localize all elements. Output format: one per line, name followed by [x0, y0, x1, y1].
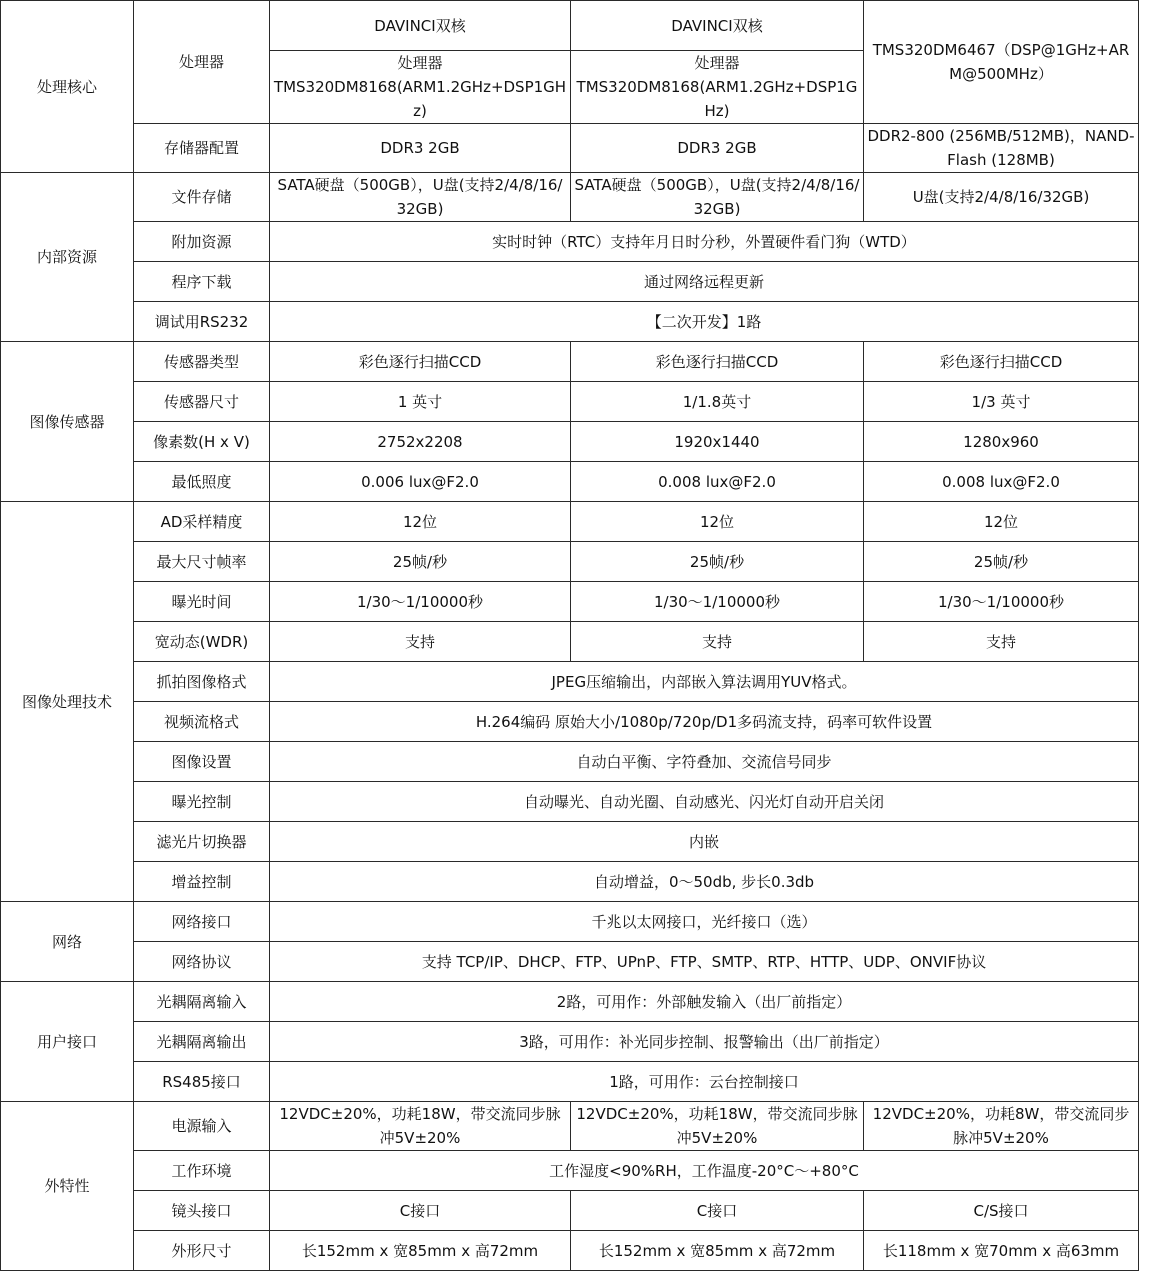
- wdr-a: 支持: [270, 622, 571, 662]
- label-exposure-control: 曝光控制: [134, 782, 270, 822]
- label-environment: 工作环境: [134, 1151, 270, 1191]
- table-row: [1, 342, 1139, 382]
- pixels-a: 2752x2208: [270, 422, 571, 462]
- file-storage-a: SATA硬盘（500GB），U盘(支持2/4/8/16/32GB): [270, 173, 571, 222]
- label-debug-rs232: 调试用RS232: [134, 302, 270, 342]
- label-capture-format: 抓拍图像格式: [134, 662, 270, 702]
- wdr-c: 支持: [864, 622, 1139, 662]
- table-row: [1, 124, 1139, 173]
- ad-c: 12位: [864, 502, 1139, 542]
- category-user-interface: 用户接口: [1, 982, 134, 1102]
- label-opto-output: 光耦隔离输出: [134, 1022, 270, 1062]
- gain-control-value: 自动增益，0～50db, 步长0.3db: [270, 862, 1139, 902]
- label-file-storage: 文件存储: [134, 173, 270, 222]
- processor-b-title: 处理器: [694, 54, 740, 72]
- illumination-b: 0.008 lux@F2.0: [571, 462, 864, 502]
- fps-b: 25帧/秒: [571, 542, 864, 582]
- debug-rs232-value: 【二次开发】1路: [270, 302, 1139, 342]
- category-image-processing: 图像处理技术: [1, 502, 134, 902]
- file-storage-b: SATA硬盘（500GB），U盘(支持2/4/8/16/32GB): [571, 173, 864, 222]
- fps-c: 25帧/秒: [864, 542, 1139, 582]
- processor-b: [571, 51, 864, 124]
- lens-c: C/S接口: [864, 1191, 1139, 1231]
- table-row: [1, 702, 1139, 742]
- table-row: [1, 382, 1139, 422]
- label-min-illumination: 最低照度: [134, 462, 270, 502]
- table-row: [1, 862, 1139, 902]
- lens-a: C接口: [270, 1191, 571, 1231]
- table-row: [1, 1022, 1139, 1062]
- processor-c: TMS320DM6467（DSP@1GHz+ARM@500MHz）: [864, 1, 1139, 124]
- processor-a: [270, 51, 571, 124]
- label-sensor-size: 传感器尺寸: [134, 382, 270, 422]
- dimensions-a: 长152mm x 宽85mm x 高72mm: [270, 1231, 571, 1271]
- label-network-interface: 网络接口: [134, 902, 270, 942]
- table-row: [1, 582, 1139, 622]
- table-row: [1, 1062, 1139, 1102]
- processor-a-title: 处理器: [397, 54, 443, 72]
- rs485-value: 1路，可用作：云台控制接口: [270, 1062, 1139, 1102]
- sensor-type-c: 彩色逐行扫描CCD: [864, 342, 1139, 382]
- memory-b: DDR3 2GB: [571, 124, 864, 173]
- table-row: [1, 622, 1139, 662]
- label-video-stream: 视频流格式: [134, 702, 270, 742]
- label-processor: 处理器: [134, 1, 270, 124]
- illumination-c: 0.008 lux@F2.0: [864, 462, 1139, 502]
- label-opto-input: 光耦隔离输入: [134, 982, 270, 1022]
- memory-c: DDR2-800 (256MB/512MB)，NAND-Flash (128MB): [864, 124, 1139, 173]
- exposure-b: 1/30～1/10000秒: [571, 582, 864, 622]
- category-network: 网络: [1, 902, 134, 982]
- label-exposure-time: 曝光时间: [134, 582, 270, 622]
- wdr-b: 支持: [571, 622, 864, 662]
- table-row: [1, 173, 1139, 222]
- label-dimensions: 外形尺寸: [134, 1231, 270, 1271]
- label-filter-switch: 滤光片切换器: [134, 822, 270, 862]
- label-network-protocol: 网络协议: [134, 942, 270, 982]
- model-a: DAVINCI双核: [270, 1, 571, 51]
- file-storage-c: U盘(支持2/4/8/16/32GB): [864, 173, 1139, 222]
- processor-a-value: TMS320DM8168(ARM1.2GHz+DSP1GHz): [273, 78, 567, 120]
- lens-b: C接口: [571, 1191, 864, 1231]
- environment-value: 工作湿度<90%RH，工作温度-20°C～+80°C: [270, 1151, 1139, 1191]
- label-sensor-type: 传感器类型: [134, 342, 270, 382]
- table-row: [1, 982, 1139, 1022]
- memory-a: DDR3 2GB: [270, 124, 571, 173]
- table-row: [1, 1191, 1139, 1231]
- table-row: [1, 822, 1139, 862]
- label-lens-mount: 镜头接口: [134, 1191, 270, 1231]
- processor-b-value: TMS320DM8168(ARM1.2GHz+DSP1GHz): [576, 78, 858, 120]
- program-download-value: 通过网络远程更新: [270, 262, 1139, 302]
- power-c: 12VDC±20%，功耗8W，带交流同步脉冲5V±20%: [864, 1102, 1139, 1151]
- extra-resources-value: 实时时钟（RTC）支持年月日时分秒，外置硬件看门狗（WTD）: [270, 222, 1139, 262]
- fps-a: 25帧/秒: [270, 542, 571, 582]
- model-b: DAVINCI双核: [571, 1, 864, 51]
- exposure-c: 1/30～1/10000秒: [864, 582, 1139, 622]
- table-row: [1, 1231, 1139, 1271]
- dimensions-b: 长152mm x 宽85mm x 高72mm: [571, 1231, 864, 1271]
- sensor-type-a: 彩色逐行扫描CCD: [270, 342, 571, 382]
- table-row: [1, 742, 1139, 782]
- label-ad-precision: AD采样精度: [134, 502, 270, 542]
- table-row: [1, 1, 1139, 51]
- power-b: 12VDC±20%，功耗18W，带交流同步脉冲5V±20%: [571, 1102, 864, 1151]
- table-row: [1, 462, 1139, 502]
- ad-a: 12位: [270, 502, 571, 542]
- exposure-a: 1/30～1/10000秒: [270, 582, 571, 622]
- table-row: [1, 1102, 1139, 1151]
- sensor-size-b: 1/1.8英寸: [571, 382, 864, 422]
- network-interface-value: 千兆以太网接口，光纤接口（选）: [270, 902, 1139, 942]
- label-power-input: 电源输入: [134, 1102, 270, 1151]
- table-row: [1, 542, 1139, 582]
- table-row: [1, 902, 1139, 942]
- filter-switch-value: 内嵌: [270, 822, 1139, 862]
- sensor-type-b: 彩色逐行扫描CCD: [571, 342, 864, 382]
- exposure-control-value: 自动曝光、自动光圈、自动感光、闪光灯自动开启关闭: [270, 782, 1139, 822]
- table-row: [1, 662, 1139, 702]
- sensor-size-c: 1/3 英寸: [864, 382, 1139, 422]
- table-row: [1, 222, 1139, 262]
- network-protocol-value: 支持 TCP/IP、DHCP、FTP、UPnP、FTP、SMTP、RTP、HTTP、UDP、ONVIF协议: [270, 942, 1139, 982]
- label-image-settings: 图像设置: [134, 742, 270, 782]
- table-row: [1, 262, 1139, 302]
- label-wdr: 宽动态(WDR): [134, 622, 270, 662]
- label-extra-resources: 附加资源: [134, 222, 270, 262]
- label-pixels: 像素数(H x V): [134, 422, 270, 462]
- label-memory: 存储器配置: [134, 124, 270, 173]
- pixels-b: 1920x1440: [571, 422, 864, 462]
- illumination-a: 0.006 lux@F2.0: [270, 462, 571, 502]
- category-internal-resources: 内部资源: [1, 173, 134, 342]
- table-row: [1, 1151, 1139, 1191]
- sensor-size-a: 1 英寸: [270, 382, 571, 422]
- video-stream-value: H.264编码 原始大小/1080p/720p/D1多码流支持，码率可软件设置: [270, 702, 1139, 742]
- ad-b: 12位: [571, 502, 864, 542]
- table-row: [1, 942, 1139, 982]
- label-max-fps: 最大尺寸帧率: [134, 542, 270, 582]
- category-external: 外特性: [1, 1102, 134, 1271]
- table-row: [1, 422, 1139, 462]
- power-a: 12VDC±20%，功耗18W，带交流同步脉冲5V±20%: [270, 1102, 571, 1151]
- pixels-c: 1280x960: [864, 422, 1139, 462]
- label-rs485: RS485接口: [134, 1062, 270, 1102]
- category-image-sensor: 图像传感器: [1, 342, 134, 502]
- category-processing-core: 处理核心: [1, 1, 134, 173]
- image-settings-value: 自动白平衡、字符叠加、交流信号同步: [270, 742, 1139, 782]
- dimensions-c: 长118mm x 宽70mm x 高63mm: [864, 1231, 1139, 1271]
- table-row: [1, 782, 1139, 822]
- table-row: [1, 302, 1139, 342]
- table-row: [1, 502, 1139, 542]
- capture-format-value: JPEG压缩输出，内部嵌入算法调用YUV格式。: [270, 662, 1139, 702]
- label-program-download: 程序下载: [134, 262, 270, 302]
- label-gain-control: 增益控制: [134, 862, 270, 902]
- opto-output-value: 3路，可用作：补光同步控制、报警输出（出厂前指定）: [270, 1022, 1139, 1062]
- opto-input-value: 2路，可用作：外部触发输入（出厂前指定）: [270, 982, 1139, 1022]
